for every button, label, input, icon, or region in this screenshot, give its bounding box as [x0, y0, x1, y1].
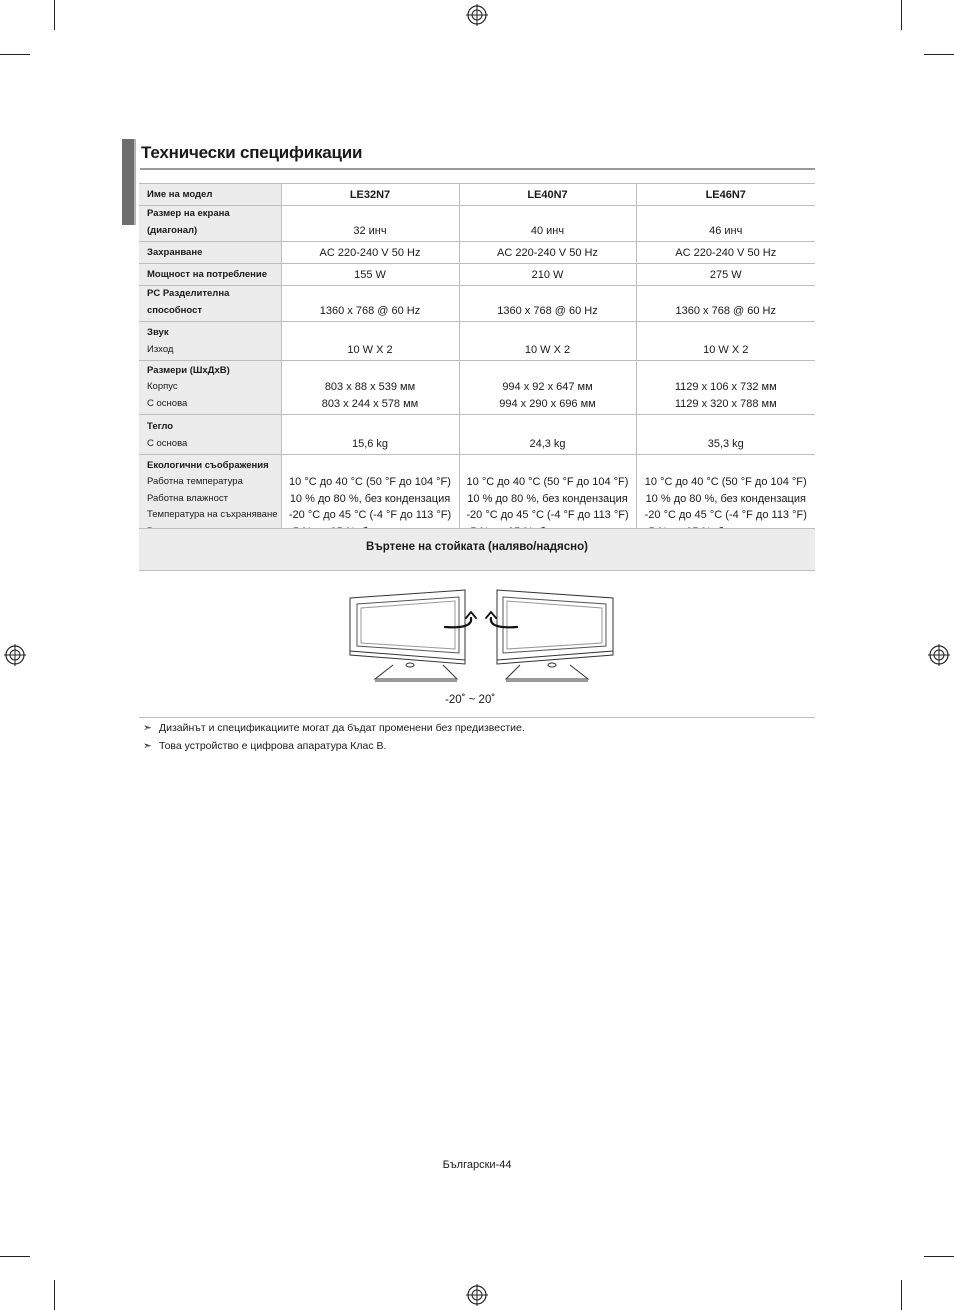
- cell: 1360 x 768 @ 60 Hz: [281, 286, 459, 322]
- crop-mark: [924, 1256, 954, 1257]
- model-name: LE46N7: [636, 184, 815, 206]
- row-label: [139, 322, 281, 361]
- cell-line: 10 °C до 40 °C (50 °F до 104 °F): [644, 476, 807, 488]
- table-row: [139, 361, 815, 415]
- tv-left-icon: [350, 590, 465, 681]
- stand-rotation-header: [139, 528, 815, 571]
- crop-mark: [0, 1256, 30, 1257]
- cell-line: 803 x 244 x 578 мм: [321, 397, 419, 410]
- row-label-sub: Температура на съхраняване: [147, 509, 278, 520]
- cell: AC 220-240 V 50 Hz: [636, 242, 815, 264]
- registration-mark-icon: [928, 644, 950, 666]
- cell-line: 1129 x 106 x 732 мм: [674, 381, 777, 393]
- cell: 10 W X 2: [281, 322, 459, 361]
- note-item: [143, 722, 525, 734]
- model-name: LE40N7: [459, 184, 636, 206]
- row-label-sub: С основа: [147, 397, 188, 409]
- cell: 210 W: [459, 264, 636, 286]
- cell-line: -20 °C до 45 °C (-4 °F до 113 °F): [644, 509, 807, 521]
- row-label-sub: Корпус: [147, 381, 178, 392]
- cell: 32 инч: [281, 206, 459, 242]
- row-label: [139, 415, 281, 455]
- cell: [281, 361, 459, 415]
- crop-mark: [54, 1280, 55, 1310]
- row-label-title: Тегло: [147, 421, 174, 432]
- row-label-sub: Работна температура: [147, 476, 243, 487]
- crop-mark: [54, 0, 55, 30]
- header-label: Име на модел: [139, 184, 281, 206]
- note-text: Дизайнът и спецификациите могат да бъдат променени без предизвестие.: [159, 722, 525, 734]
- registration-mark-icon: [466, 1284, 488, 1306]
- note-item: [143, 740, 386, 752]
- table-row: [139, 415, 815, 455]
- cell: 46 инч: [636, 206, 815, 242]
- row-label-title: Звук: [147, 327, 169, 338]
- row-label-sub: С основа: [147, 437, 188, 449]
- page-footer: Български-44: [442, 1159, 512, 1171]
- cell: 1360 x 768 @ 60 Hz: [459, 286, 636, 322]
- cell-line: 1129 x 320 x 788 мм: [674, 397, 777, 410]
- row-label: Мощност на потребление: [139, 264, 281, 286]
- table-row: [139, 322, 815, 361]
- arrow-icon: ➣: [143, 722, 152, 734]
- cell-line: 10 % до 80 %, без кондензация: [645, 492, 806, 505]
- cell-line: 10 °C до 40 °C (50 °F до 104 °F): [289, 476, 451, 488]
- tv-rotation-illustration: [345, 585, 617, 685]
- title-divider: [140, 168, 815, 170]
- cell: 15,6 kg: [281, 415, 459, 455]
- table-header-row: [139, 184, 815, 206]
- cell: 1360 x 768 @ 60 Hz: [636, 286, 815, 322]
- row-label: Захранване: [139, 242, 281, 264]
- tv-right-icon: [497, 590, 613, 681]
- crop-mark: [901, 0, 902, 30]
- cell-line: 994 x 92 x 647 мм: [502, 381, 593, 393]
- registration-mark-icon: [4, 644, 26, 666]
- cell-line: 10 % до 80 %, без кондензация: [289, 492, 451, 505]
- cell-line: -20 °C до 45 °C (-4 °F до 113 °F): [466, 509, 629, 521]
- cell: AC 220-240 V 50 Hz: [459, 242, 636, 264]
- table-row: [139, 264, 815, 286]
- stand-rotation-title: Въртене на стойката (наляво/надясно): [366, 541, 588, 553]
- crop-mark: [901, 1280, 902, 1310]
- table-row: [139, 206, 815, 242]
- arrow-icon: ➣: [143, 740, 152, 752]
- cell: 40 инч: [459, 206, 636, 242]
- cell: 155 W: [281, 264, 459, 286]
- notes-divider: [139, 717, 815, 718]
- row-label-sub: Изход: [147, 343, 174, 355]
- cell-line: 10 °C до 40 °C (50 °F до 104 °F): [466, 476, 629, 488]
- cell-line: -20 °C до 45 °C (-4 °F до 113 °F): [288, 509, 452, 521]
- rotation-angle-label: -20˚ ~ 20˚: [445, 694, 496, 706]
- table-row: [139, 286, 815, 322]
- crop-mark: [924, 54, 954, 55]
- row-label: PC Разделителна способност: [139, 286, 281, 322]
- row-label-sub: Работна влажност: [147, 492, 228, 504]
- crop-mark: [0, 54, 30, 55]
- row-label-title: Размери (ШхДхВ): [147, 364, 230, 376]
- row-label-title: Екологични съображения: [147, 459, 269, 471]
- note-text: Това устройство е цифрова апаратура Клас B.: [159, 740, 387, 752]
- cell: 24,3 kg: [459, 415, 636, 455]
- page-title: Технически спецификации: [141, 143, 363, 162]
- cell: [459, 361, 636, 415]
- cell-line: 803 x 88 x 539 мм: [324, 381, 416, 393]
- model-name: LE32N7: [281, 184, 459, 206]
- cell-line: 10 % до 80 %, без кондензация: [467, 492, 628, 505]
- row-label: [139, 361, 281, 415]
- row-label: Размер на екрана (диагонал): [139, 206, 281, 242]
- spec-table: [139, 183, 815, 543]
- registration-mark-icon: [466, 4, 488, 26]
- cell-line: 994 x 290 x 696 мм: [499, 397, 596, 410]
- title-accent-bar: [134, 139, 136, 225]
- table-row: [139, 242, 815, 264]
- cell: 10 W X 2: [636, 322, 815, 361]
- cell: 35,3 kg: [636, 415, 815, 455]
- title-accent-bar: [122, 139, 134, 225]
- cell: [636, 361, 815, 415]
- cell: AC 220-240 V 50 Hz: [281, 242, 459, 264]
- cell: 275 W: [636, 264, 815, 286]
- cell: 10 W X 2: [459, 322, 636, 361]
